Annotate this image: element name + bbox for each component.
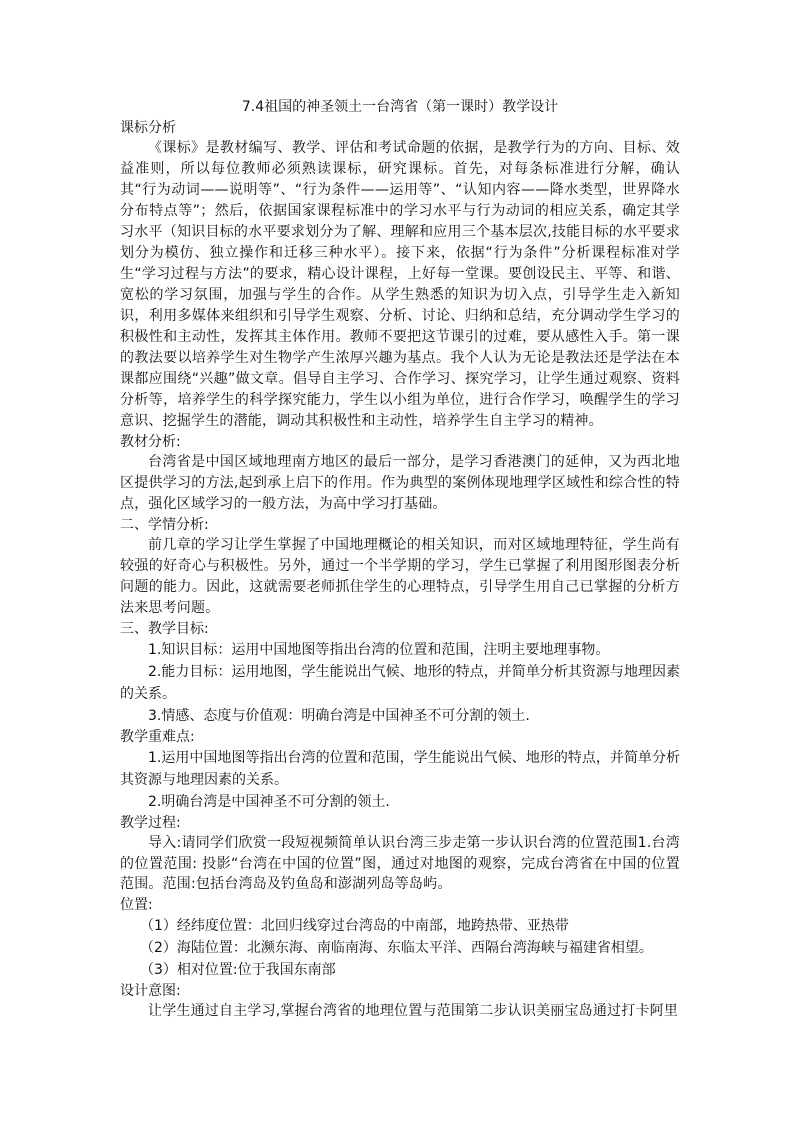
location-sub-item: （3）相对位置:位于我国东南部 xyxy=(140,961,336,978)
objective-item: 1.知识目标：运用中国地图等指出台湾的位置和范围，注明主要地理事物。 xyxy=(148,642,610,658)
curriculum-analysis-paragraph: 《课标》是教材编写、教学、评估和考试命题的依据，是教学行为的方向、目标、效益准则，所以每位教师必须熟读课标，研究课标。首先，对每条标准进行分解，确认其“行为动词——说明等”、“行为条件——运用等”、“认知内容——降水类型，世界降水分布特点等”；然后，依据国家课程标准中的学习水平与行为动词的相应关系，确定其学习水平（知识目标的水平要求划分为了解、理解和应用三个基本层次,技能目标的水平要求划分为模仿、独立操作和迁移三种水平）。接下来，依据“行为条件”分析课程标准对学生“学习过程与方法”的要求，精心设计课程，上好每一堂课。要创设民主、平等、和谐、宽松的学习氛围，加强与学生的合作。从学生熟悉的知识为切入点，引导学生走入新知识，利用多媒体来组织和引导学生观察、分析、讨论、归纳和总结，充分调动学生学习的积极性和主动性，发挥其主体作用。教师不要把这节课引的过难，要从感性入手。第一课的教法要以培养学生对生物学产生浓厚兴趣为基点。我个人认为无论是教法还是学法在本课都应围绕“兴趣”做文章。倡导自主学习、合作学习、探究学习，让学生通过观察、资料分析等，培养学生的科学探究能力，学生以小组为单位，进行合作学习，唤醒学生的学习意识、挖掘学生的潜能，调动其积极性和主动性，培养学生自主学习的精神。 xyxy=(120,140,680,429)
design-intent-paragraph: 让学生通过自主学习,掌握台湾省的地理位置与范围第二步认识美丽宝岛通过打卡阿里 xyxy=(148,1002,679,1019)
document-page xyxy=(120,98,680,1022)
learner-analysis-paragraph: 前几章的学习让学生掌握了中国地理概论的相关知识，而对区域地理特征，学生尚有较强的好奇心与积极性。另外，通过一个半学期的学习，学生已掌握了利用图形图表分析问题的能力。因此，这就需要老师抓住学生的心理特点，引导学生用自己已掌握的分析方法来思考问题。 xyxy=(120,537,680,616)
section-heading-design-intent: 设计意图: xyxy=(120,982,181,999)
process-paragraph: 导入:请同学们欣赏一段短视频简单认识台湾三步走第一步认识台湾的位置范围1.台湾的位置范围: 投影“台湾在中国的位置”图，通过对地图的观察，完成台湾省在中国的位置范围。范围:包括台湾岛及钓鱼岛和澎湖列岛等岛屿。 xyxy=(120,835,680,892)
section-heading-objectives: 三、教学目标: xyxy=(120,621,209,637)
key-point-item: 2.明确台湾是中国神圣不可分割的领土. xyxy=(148,794,390,810)
section-heading-process: 教学过程: xyxy=(120,815,181,831)
section-heading-textbook: 教材分析: xyxy=(120,434,181,450)
section-heading-curriculum: 课标分析 xyxy=(120,120,176,136)
section-heading-location: 位置: xyxy=(120,896,153,913)
objective-item: 2.能力目标：运用地图，学生能说出气候、地形的特点，并简单分析其资源与地理因素的关系。 xyxy=(120,664,680,702)
section-heading-learner: 二、学情分析: xyxy=(120,517,209,533)
location-sub-item: （1）经纬度位置：北回归线穿过台湾岛的中南部，地跨热带、亚热带 xyxy=(140,917,569,934)
location-sub-item: （2）海陆位置：北濒东海、南临南海、东临太平洋、西隔台湾海峡与福建省相望。 xyxy=(140,939,653,956)
textbook-analysis-paragraph: 台湾省是中国区域地理南方地区的最后一部分，是学习香港澳门的延伸，又为西北地区提供学习的方法,起到承上启下的作用。作为典型的案例体现地理学区域性和综合性的特点，强化区域学习的一般方法，为高中学习打基础。 xyxy=(120,454,680,512)
objective-item: 3.情感、态度与价值观：明确台湾是中国神圣不可分割的领土. xyxy=(148,708,530,724)
key-point-item: 1.运用中国地图等指出台湾的位置和范围，学生能说出气候、地形的特点，并简单分析其资源与地理因素的关系。 xyxy=(120,750,680,788)
document-title: 7.4祖国的神圣领土一台湾省（第一课时）教学设计 xyxy=(241,99,559,115)
section-heading-key-points: 教学重难点: xyxy=(120,729,195,745)
